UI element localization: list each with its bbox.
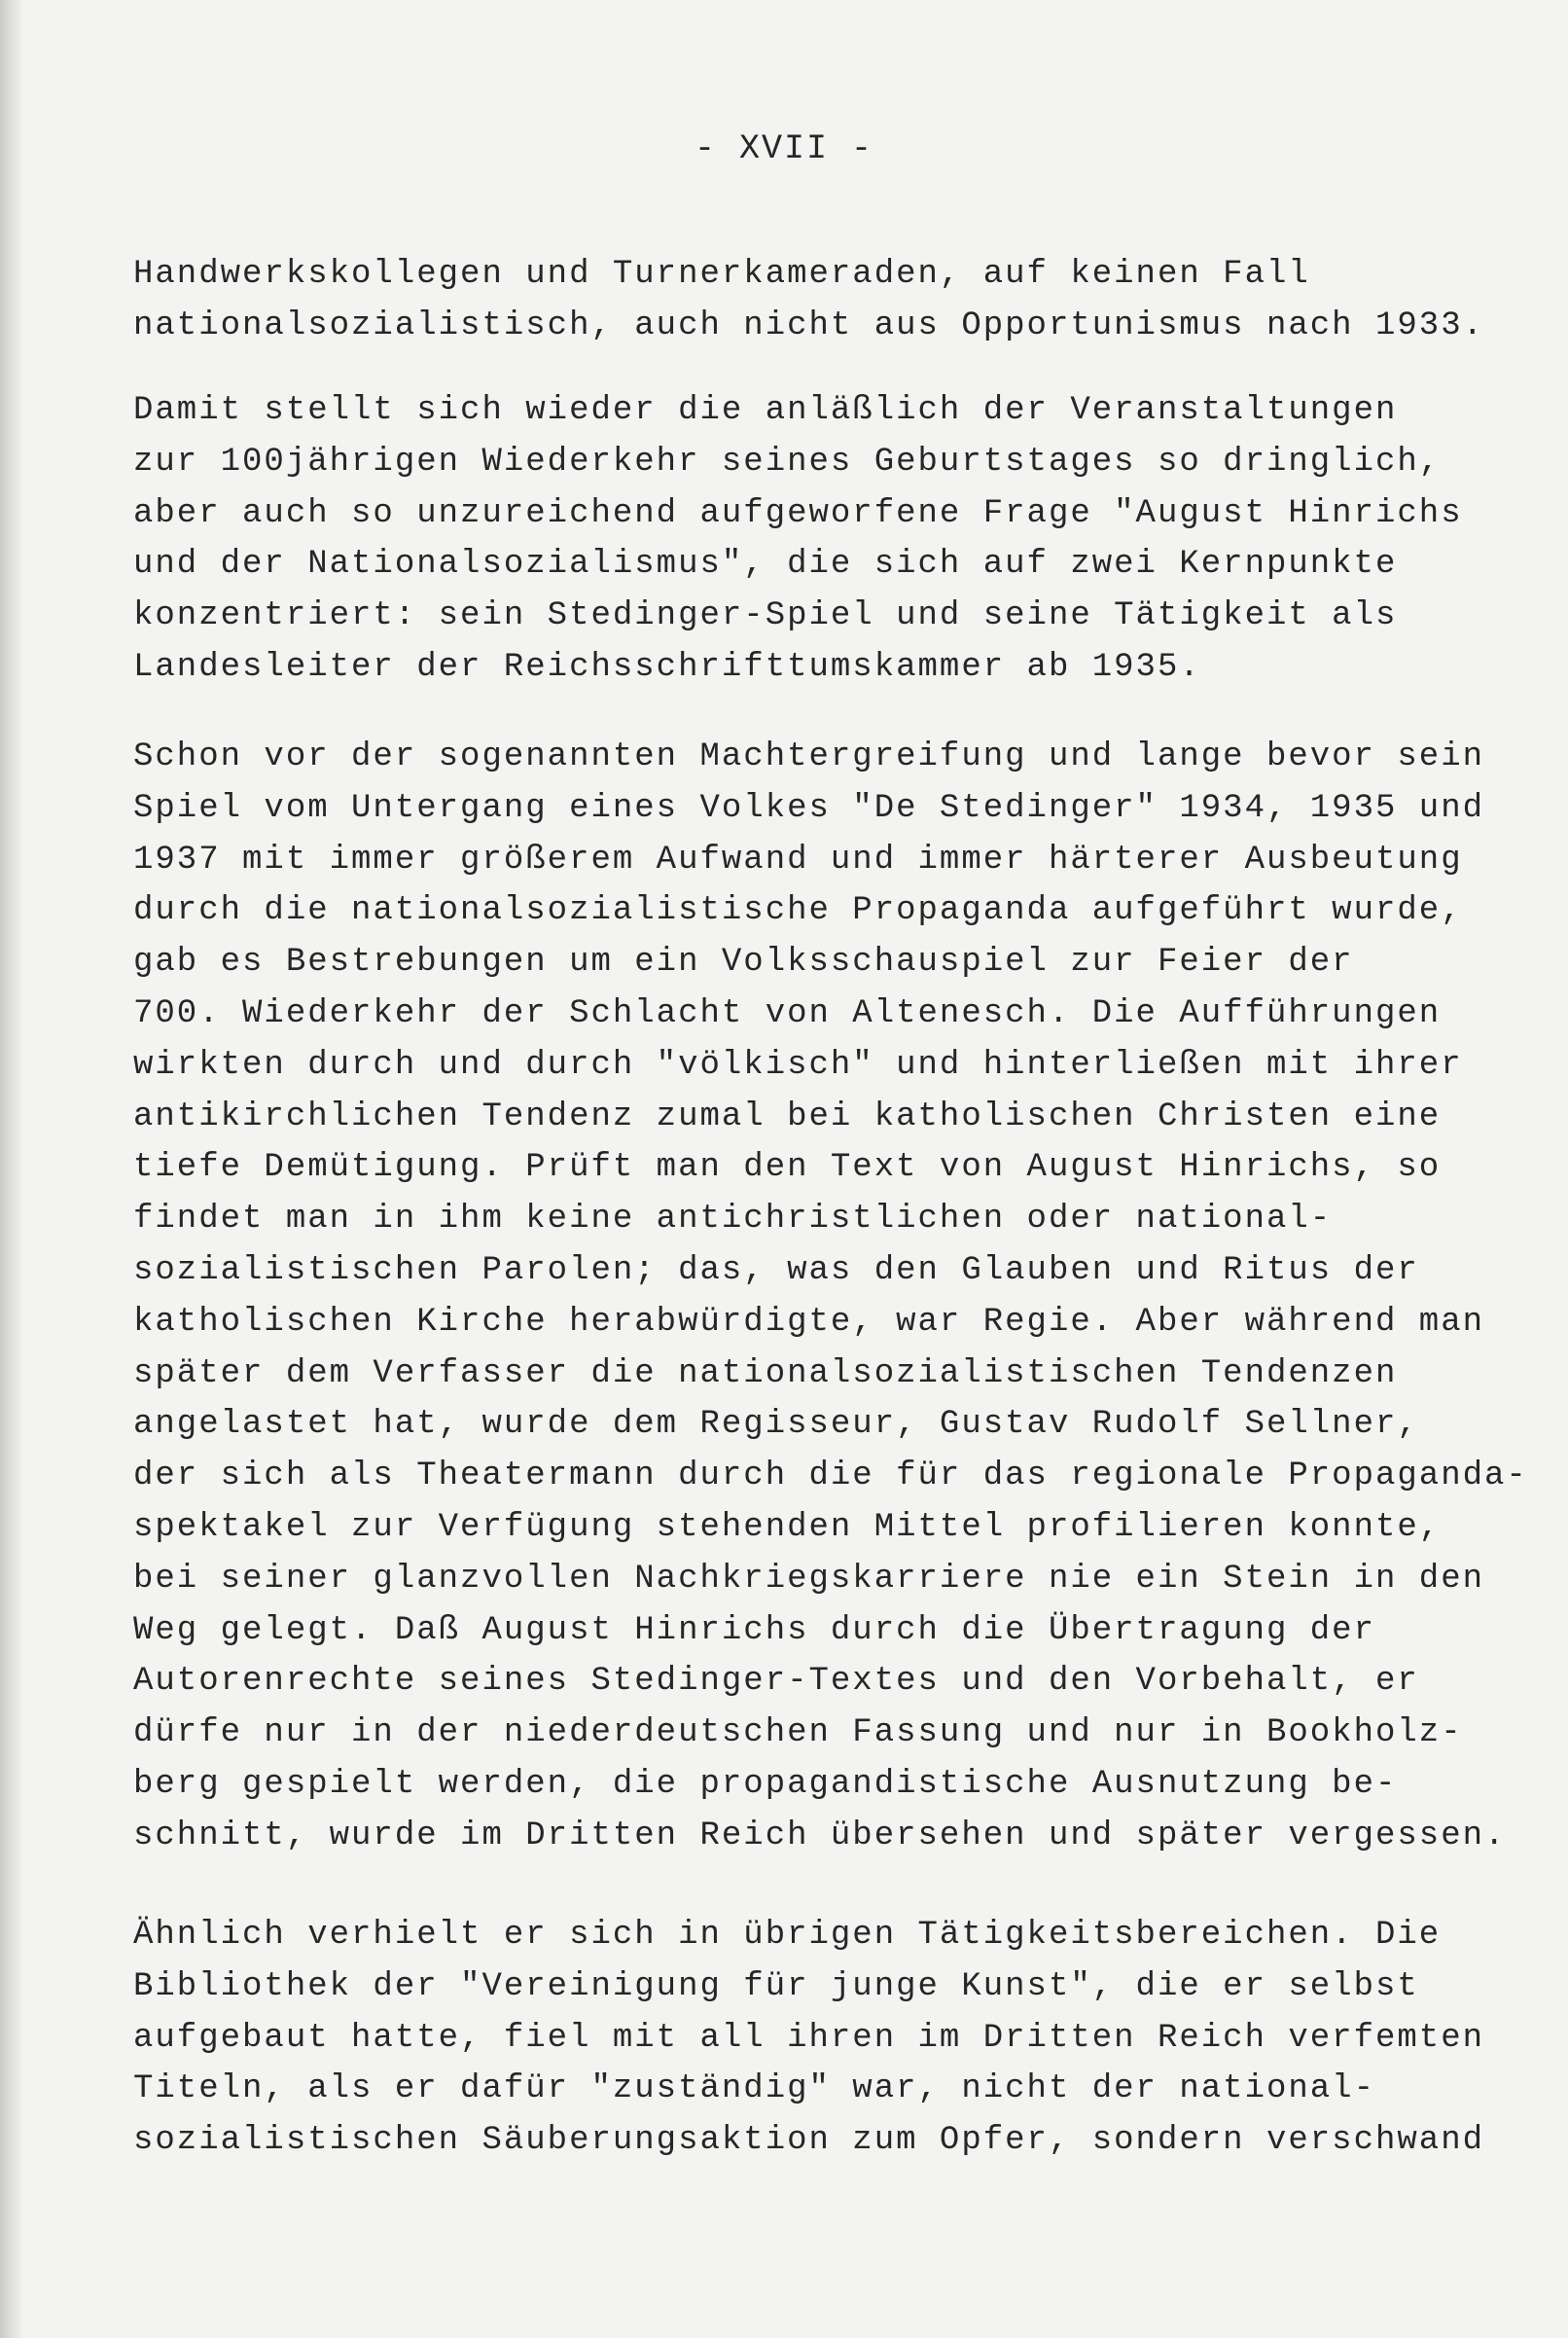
text-line: Landesleiter der Reichsschrifttumskammer ab 1935. bbox=[133, 648, 1201, 686]
text-line: wirkten durch und durch "völkisch" und hinterließen mit ihrer bbox=[133, 1046, 1463, 1084]
text-line: Schon vor der sogenannten Machtergreifung und lange bevor sein bbox=[133, 738, 1485, 775]
text-line: schnitt, wurde im Dritten Reich übersehen und später vergessen. bbox=[133, 1816, 1507, 1854]
text-line: Weg gelegt. Daß August Hinrichs durch die Übertragung der bbox=[133, 1611, 1375, 1649]
text-line: Handwerkskollegen und Turnerkameraden, auf keinen Fall bbox=[133, 256, 1310, 293]
text-line: durch die nationalsozialistische Propaganda aufgeführt wurde, bbox=[133, 892, 1463, 930]
text-line: bei seiner glanzvollen Nachkriegskarriere nie ein Stein in den bbox=[133, 1560, 1485, 1598]
text-line: gab es Bestrebungen um ein Volksschauspiel zur Feier der bbox=[133, 944, 1354, 982]
text-line: Damit stellt sich wieder die anläßlich der Veranstaltungen bbox=[133, 392, 1398, 429]
text-line: findet man in ihm keine antichristlichen oder national- bbox=[133, 1201, 1333, 1239]
text-line: Ähnlich verhielt er sich in übrigen Tätigkeitsbereichen. Die bbox=[133, 1917, 1442, 1954]
text-line: Spiel vom Untergang eines Volkes "De Stedinger" 1934, 1935 und bbox=[133, 789, 1485, 827]
text-line: dürfe nur in der niederdeutschen Fassung und nur in Bookholz- bbox=[133, 1714, 1463, 1752]
page-number: - XVII - bbox=[694, 129, 874, 168]
text-line: tiefe Demütigung. Prüft man den Text von August Hinrichs, so bbox=[133, 1149, 1442, 1187]
text-line: der sich als Theatermann durch die für das regionale Propaganda- bbox=[133, 1457, 1528, 1495]
text-line: konzentriert: sein Stedinger-Spiel und seine Tätigkeit als bbox=[133, 597, 1398, 635]
text-line: später dem Verfasser die nationalsozialistischen Tendenzen bbox=[133, 1354, 1398, 1392]
text-line: und der Nationalsozialismus", die sich auf zwei Kernpunkte bbox=[133, 546, 1398, 584]
text-line: aufgebaut hatte, fiel mit all ihren im Dritten Reich verfemten bbox=[133, 2019, 1485, 2057]
text-line: nationalsozialistisch, auch nicht aus Opportunismus nach 1933. bbox=[133, 306, 1485, 344]
text-line: Titeln, als er dafür "zuständig" war, nicht der national- bbox=[133, 2070, 1375, 2108]
text-line: 700. Wiederkehr der Schlacht von Altenesch. Die Aufführungen bbox=[133, 994, 1442, 1032]
text-line: katholischen Kirche herabwürdigte, war Regie. Aber während man bbox=[133, 1303, 1485, 1341]
text-line: angelastet hat, wurde dem Regisseur, Gustav Rudolf Sellner, bbox=[133, 1406, 1419, 1444]
text-line: 1937 mit immer größerem Aufwand und immer härterer Ausbeutung bbox=[133, 841, 1463, 879]
text-line: antikirchlichen Tendenz zumal bei katholischen Christen eine bbox=[133, 1097, 1442, 1135]
paragraph bbox=[133, 385, 1463, 694]
paragraph bbox=[133, 249, 1485, 352]
text-line: berg gespielt werden, die propagandistische Ausnutzung be- bbox=[133, 1765, 1398, 1803]
text-line: Bibliothek der "Vereinigung für junge Kunst", die er selbst bbox=[133, 1967, 1419, 2005]
text-line: zur 100jährigen Wiederkehr seines Geburtstages so dringlich, bbox=[133, 443, 1442, 481]
text-line: aber auch so unzureichend aufgeworfene Frage "August Hinrichs bbox=[133, 494, 1463, 532]
text-line: sozialistischen Säuberungsaktion zum Opfer, sondern verschwand bbox=[133, 2122, 1485, 2160]
text-line: Autorenrechte seines Stedinger-Textes und den Vorbehalt, er bbox=[133, 1663, 1419, 1701]
page-binding-shadow bbox=[0, 0, 21, 2338]
text-line: spektakel zur Verfügung stehenden Mittel profilieren konnte, bbox=[133, 1508, 1442, 1546]
text-line: sozialistischen Parolen; das, was den Glauben und Ritus der bbox=[133, 1251, 1419, 1289]
paragraph bbox=[133, 1910, 1485, 2167]
paragraph bbox=[133, 732, 1528, 1862]
